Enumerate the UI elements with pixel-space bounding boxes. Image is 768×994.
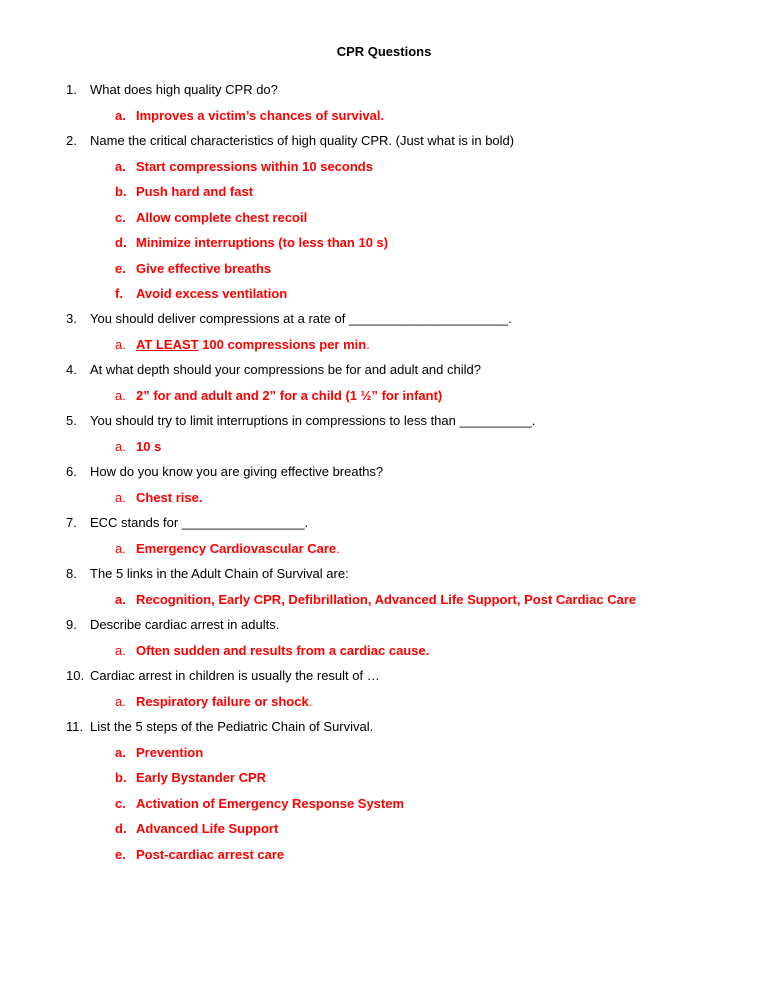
question-text: You should deliver compressions at a rate of ______________________. [90,311,512,326]
answer-text: Start compressions within 10 seconds [136,159,373,174]
question-7 [66,515,308,530]
question-number: 5. [66,413,77,428]
answer-tail: . [308,694,313,709]
answer-letter: a. [115,159,126,174]
answer-text: Improves a victim’s chances of survival. [136,108,385,123]
answer-text: Recognition, Early CPR, Defibrillation, Advanced Life Support, Post Cardiac Care [136,592,637,607]
question-10 [66,668,380,683]
answer-11b [115,770,266,785]
answer-letter: a. [115,439,126,454]
question-number: 6. [66,464,77,479]
question-9 [66,617,279,632]
answer-text: Minimize interruptions (to less than 10 s) [136,235,389,250]
answer-2f [115,286,287,301]
question-4 [66,362,481,377]
answer-letter: c. [115,210,126,225]
answer-letter: a. [115,337,126,352]
question-1 [66,82,278,97]
question-number: 10. [66,668,85,683]
answer-1a [115,108,384,123]
answer-11a [115,745,203,760]
answer-11e [115,847,284,862]
answer-letter: a. [115,694,126,709]
question-2 [66,133,514,148]
answer-text-underlined: AT LEAST [136,337,199,352]
answer-text: Give effective breaths [136,261,272,276]
answer-9a [115,643,429,658]
question-number: 4. [66,362,77,377]
answer-letter: a. [115,108,126,123]
answer-letter: b. [115,184,127,199]
answer-letter: a. [115,541,126,556]
answer-10a [115,694,312,709]
answer-text: Allow complete chest recoil [136,210,308,225]
answer-text: 100 compressions per min [198,337,367,352]
question-text: How do you know you are giving effective breaths? [90,464,384,479]
answer-2b [115,184,253,199]
answer-text: Advanced Life Support [136,821,279,836]
answer-text: Post-cardiac arrest care [136,847,285,862]
question-text: ECC stands for _________________. [90,515,309,530]
answer-text: Respiratory failure or shock [136,694,309,709]
answer-11d [115,821,278,836]
question-text: List the 5 steps of the Pediatric Chain of Survival. [90,719,374,734]
question-11 [66,719,373,734]
answer-text: Activation of Emergency Response System [136,796,405,811]
answer-11c [115,796,404,811]
answer-tail: . [336,541,340,556]
answer-tail: . [366,337,370,352]
question-number: 1. [66,82,77,97]
answer-letter: a. [115,745,126,760]
answer-letter: a. [115,490,126,505]
answer-2d [115,235,388,250]
answer-letter: a. [115,592,126,607]
answer-text: 2” for and adult and 2” for a child (1 ½” for infant) [136,388,443,403]
question-text: What does high quality CPR do? [90,82,278,97]
answer-text: 10 s [136,439,162,454]
answer-letter: d. [115,821,127,836]
answer-text: Emergency Cardiovascular Care [136,541,337,556]
answer-3a [115,337,370,352]
answer-text: Push hard and fast [136,184,254,199]
answer-letter: a. [115,388,126,403]
question-text: Name the critical characteristics of high quality CPR. (Just what is in bold) [90,133,515,148]
answer-2c [115,210,307,225]
answer-letter: f. [115,286,123,301]
answer-letter: a. [115,643,126,658]
question-text: Describe cardiac arrest in adults. [90,617,280,632]
question-text: At what depth should your compressions be for and adult and child? [90,362,481,377]
answer-8a [115,592,636,607]
answer-text: Often sudden and results from a cardiac cause. [136,643,430,658]
answer-text: Chest rise. [136,490,203,505]
question-6 [66,464,383,479]
answer-text: Early Bystander CPR [136,770,267,785]
answer-letter: c. [115,796,126,811]
question-number: 7. [66,515,77,530]
question-number: 2. [66,133,77,148]
question-number: 3. [66,311,77,326]
question-number: 11. [66,719,84,734]
question-3 [66,311,512,326]
answer-2a [115,159,373,174]
question-text: The 5 links in the Adult Chain of Survival are: [90,566,349,581]
question-number: 8. [66,566,77,581]
question-5 [66,413,535,428]
answer-text: Avoid excess ventilation [136,286,288,301]
question-text: Cardiac arrest in children is usually the result of … [90,668,380,683]
question-8 [66,566,349,581]
answer-6a [115,490,202,505]
answer-text: Prevention [136,745,204,760]
answer-letter: d. [115,235,127,250]
question-text: You should try to limit interruptions in compressions to less than __________. [90,413,536,428]
answer-letter: e. [115,261,126,276]
answer-2e [115,261,271,276]
answer-4a [115,388,442,403]
page-title: CPR Questions [336,44,432,59]
answer-5a [115,439,161,454]
answer-7a [115,541,340,556]
answer-letter: e. [115,847,126,862]
answer-letter: b. [115,770,127,785]
question-number: 9. [66,617,77,632]
